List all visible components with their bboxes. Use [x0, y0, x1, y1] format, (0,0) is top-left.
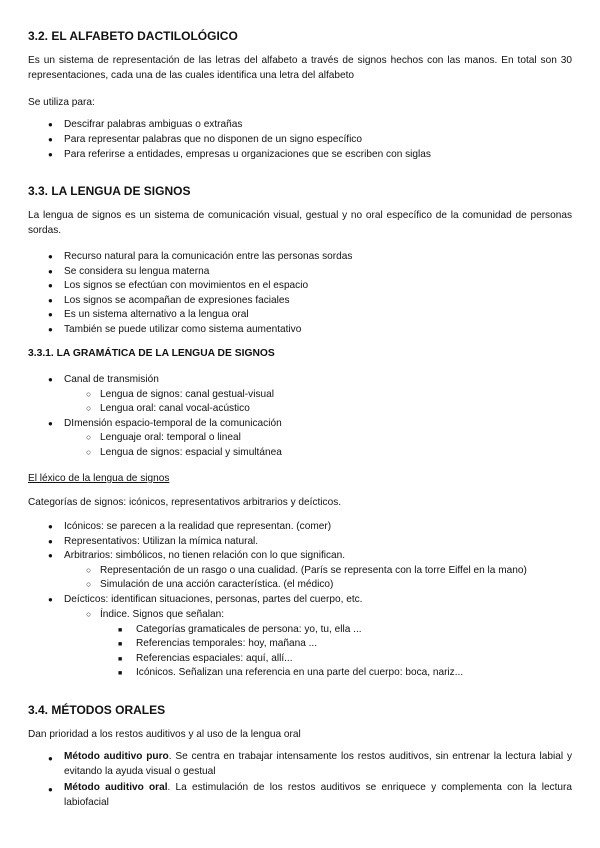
list-item: Icónicos: se parecen a la realidad que representan. (comer): [64, 521, 332, 532]
bullet-icon: ●: [48, 375, 53, 384]
bullet-icon: ●: [48, 551, 53, 560]
metodo-auditivo-puro: [64, 750, 572, 779]
list-item: Recurso natural para la comunicación entre las personas sordas: [64, 251, 353, 262]
bullet-icon: ●: [48, 150, 53, 159]
bullet-icon: ●: [48, 419, 53, 428]
circle-bullet-icon: ○: [86, 389, 92, 399]
list-item: Arbitrarios: simbólicos, no tienen relación con lo que significan.: [64, 550, 346, 561]
list-item: Canal de transmisión: [64, 374, 159, 385]
bullet-icon: ●: [48, 325, 53, 334]
metodo-name: Método auditivo oral: [64, 782, 168, 793]
list-item: Lenguaje oral: temporal o lineal: [100, 432, 241, 443]
bullet-icon: ●: [48, 267, 53, 276]
square-bullet-icon: ■: [118, 627, 123, 634]
paragraph-lengua-signos: La lengua de signos es un sistema de comunicación visual, gestual y no oral específico de la comunidad de personas sordas.: [28, 210, 572, 236]
paragraph-metodos-orales: Dan prioridad a los restos auditivos y al uso de la lengua oral: [28, 729, 301, 740]
lexico-title: El léxico de la lengua de signos: [28, 473, 170, 484]
list-item: Lengua oral: canal vocal-acústico: [100, 403, 250, 414]
list-item: Representativos: Utilizan la mímica natural.: [64, 536, 259, 547]
circle-bullet-icon: ○: [86, 609, 92, 619]
list-item: Lengua de signos: espacial y simultánea: [100, 447, 282, 458]
circle-bullet-icon: ○: [86, 565, 92, 575]
list-item: Simulación de una acción característica. (el médico): [100, 579, 334, 590]
list-item: Icónicos. Señalizan una referencia en una parte del cuerpo: boca, nariz...: [136, 667, 464, 678]
section-title-lengua-signos: 3.3. LA LENGUA DE SIGNOS: [28, 184, 191, 198]
list-item: Los signos se acompañan de expresiones faciales: [64, 295, 290, 306]
bullet-icon: ●: [48, 537, 53, 546]
square-bullet-icon: ■: [118, 656, 123, 663]
circle-bullet-icon: ○: [86, 432, 92, 442]
metodo-description: . Se centra en trabajar intensamente los restos auditivos, sin entrenar la lectura labial y evitando la ayuda visual o gestual: [64, 751, 572, 777]
metodo-auditivo-oral: [64, 781, 572, 810]
list-item: También se puede utilizar como sistema aumentativo: [64, 324, 302, 335]
list-item: Deícticos: identifican situaciones, personas, partes del cuerpo, etc.: [64, 594, 363, 605]
uses-label: Se utiliza para:: [28, 97, 95, 108]
list-item: Descifrar palabras ambiguas o extrañas: [64, 119, 243, 130]
list-item: Referencias temporales: hoy, mañana ...: [136, 638, 318, 649]
circle-bullet-icon: ○: [86, 403, 92, 413]
categorias-paragraph: Categorías de signos: icónicos, representativos arbitrarios y deícticos.: [28, 497, 342, 508]
list-item: DImensión espacio-temporal de la comunicación: [64, 418, 282, 429]
list-item: Índice. Signos que señalan:: [100, 609, 225, 620]
bullet-icon: ●: [48, 310, 53, 319]
list-item: Referencias espaciales: aquí, allí...: [136, 653, 293, 664]
bullet-icon: ●: [48, 120, 53, 129]
list-item: Es un sistema alternativo a la lengua oral: [64, 309, 249, 320]
bullet-icon: ●: [48, 595, 53, 604]
bullet-icon: ●: [48, 281, 53, 290]
list-item: Los signos se efectúan con movimientos en el espacio: [64, 280, 309, 291]
list-item: Para referirse a entidades, empresas u organizaciones que se escriben con siglas: [64, 149, 431, 160]
square-bullet-icon: ■: [118, 641, 123, 648]
bullet-icon: ●: [48, 252, 53, 261]
list-item: Categorías gramaticales de persona: yo, tu, ella ...: [136, 624, 362, 635]
metodo-name: Método auditivo puro: [64, 751, 169, 762]
list-item: Para representar palabras que no disponen de un signo específico: [64, 134, 362, 145]
metodo-description: . La estimulación de los restos auditivos se enriquece y complementa con la lectura labiofacial: [64, 782, 572, 808]
bullet-icon: ●: [48, 754, 53, 763]
bullet-icon: ●: [48, 296, 53, 305]
section-title-metodos-orales: 3.4. MÉTODOS ORALES: [28, 703, 166, 717]
list-item: Se considera su lengua materna: [64, 266, 210, 277]
bullet-icon: ●: [48, 135, 53, 144]
list-item: Representación de un rasgo o una cualidad. (París se representa con la torre Eiffel en la mano): [100, 565, 527, 576]
circle-bullet-icon: ○: [86, 579, 92, 589]
list-item: Lengua de signos: canal gestual-visual: [100, 389, 274, 400]
paragraph-alfabeto: Es un sistema de representación de las letras del alfabeto a través de signos hechos con las manos. En total son 30 representaciones, cada una de las cuales identifica una letra del alfabeto: [28, 55, 572, 81]
circle-bullet-icon: ○: [86, 447, 92, 457]
bullet-icon: ●: [48, 522, 53, 531]
subsection-title-gramatica: 3.3.1. LA GRAMÁTICA DE LA LENGUA DE SIGNOS: [28, 348, 275, 359]
section-title-alfabeto: 3.2. EL ALFABETO DACTILOLÓGICO: [28, 29, 238, 43]
square-bullet-icon: ■: [118, 670, 123, 677]
bullet-icon: ●: [48, 785, 53, 794]
